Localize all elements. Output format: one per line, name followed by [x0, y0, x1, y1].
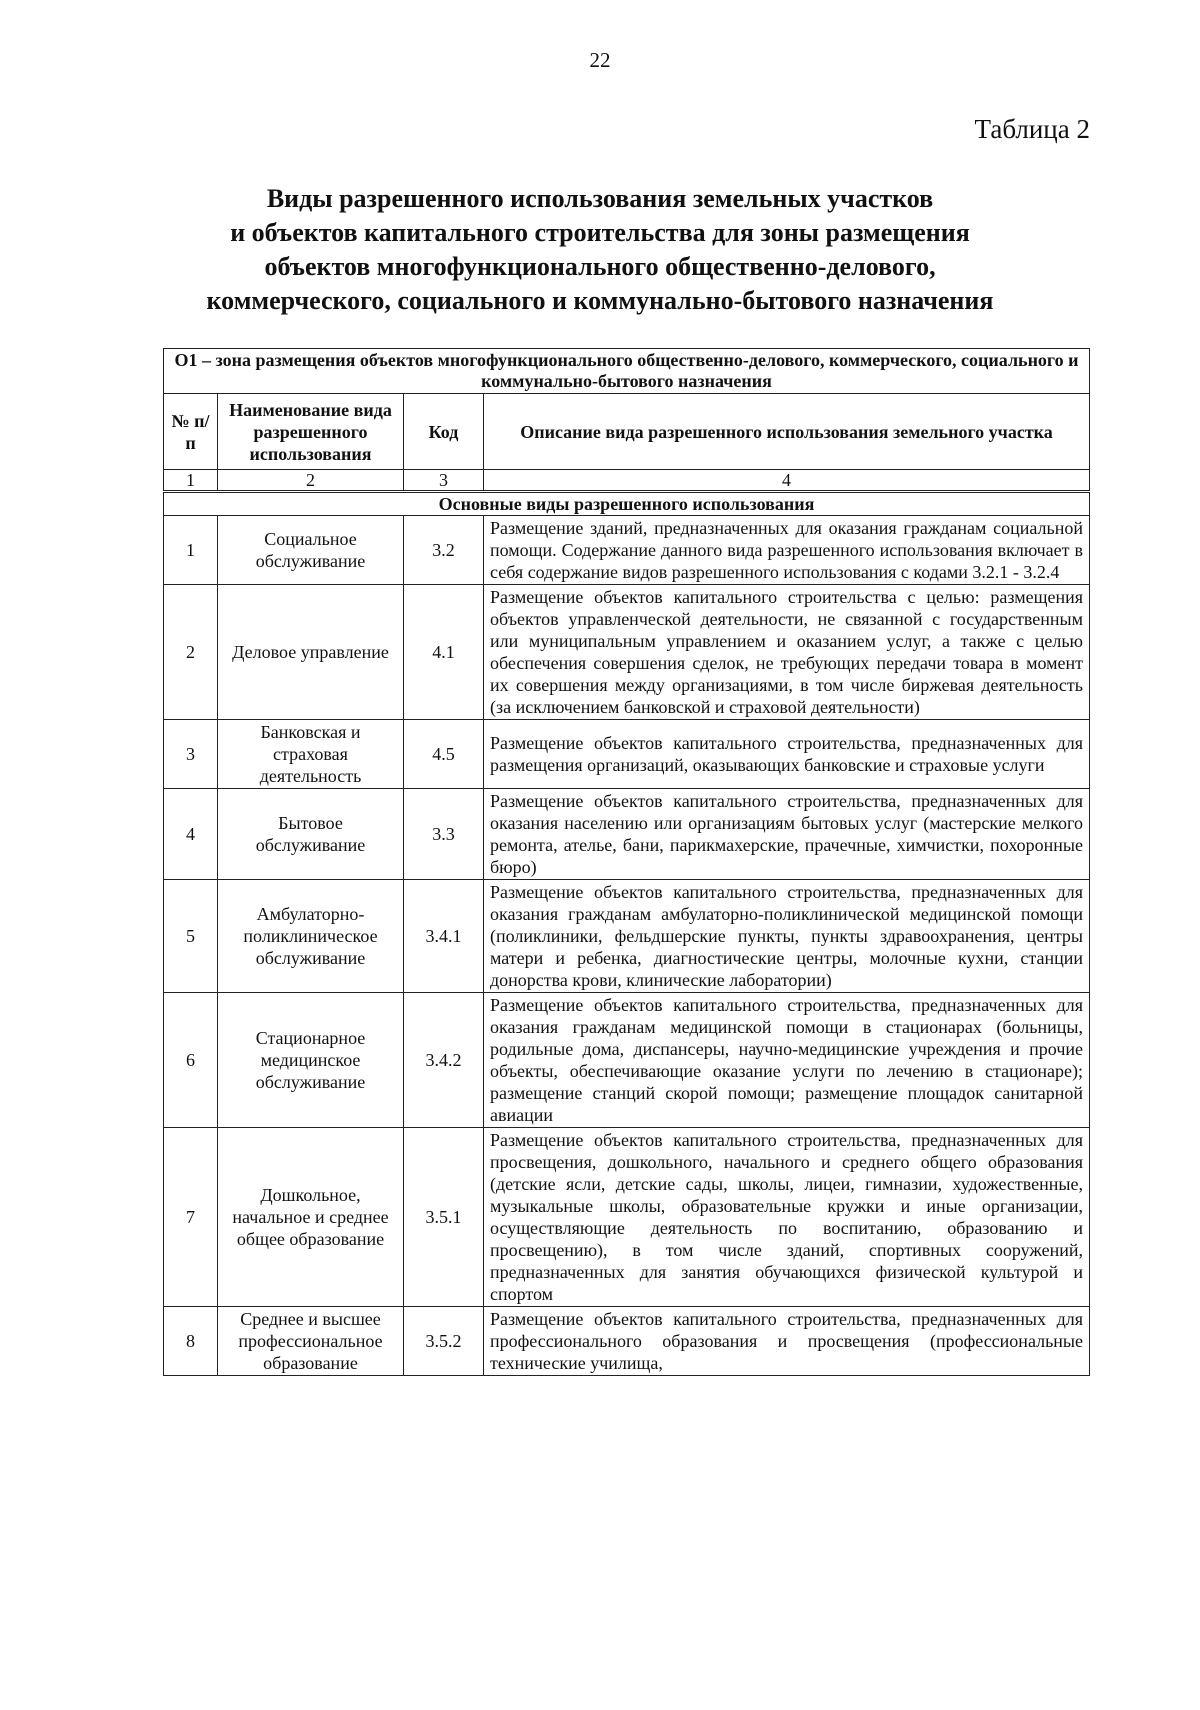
column-header-desc: Описание вида разрешенного использования земельного участка: [484, 394, 1090, 470]
column-header-code: Код: [404, 394, 484, 470]
column-header-name: Наименование вида разрешенного использования: [218, 394, 404, 470]
row-name: Банковская и страховая деятельность: [218, 720, 404, 789]
row-description: Размещение объектов капитального строительства, предназначенных для оказания гражданам медицинской помощи в стационарах (больницы, родильные дома, диспансеры, научно-медицинские учреждения и прочие объекты, обеспечивающие оказание услуги по лечению в стационаре); размещение станций скорой помощи; размещение площадок санитарной авиации: [484, 993, 1090, 1128]
row-name: Дошкольное, начальное и среднее общее образование: [218, 1128, 404, 1307]
table-label: Таблица 2: [974, 114, 1090, 144]
row-code: 3.2: [404, 516, 484, 585]
column-header-num: № п/п: [164, 394, 218, 470]
row-name: Деловое управление: [218, 585, 404, 720]
row-number: 2: [164, 585, 218, 720]
row-number: 8: [164, 1307, 218, 1376]
page-number: 22: [589, 48, 611, 72]
column-number: 1: [164, 470, 218, 492]
row-description: Размещение объектов капитального строительства, предназначенных для размещения организаций, оказывающих банковские и страховые услуги: [484, 720, 1090, 789]
table-row: [164, 789, 1090, 880]
land-use-table: [163, 348, 1090, 1376]
table-row: [164, 720, 1090, 789]
row-description: Размещение объектов капитального строительства, предназначенных для просвещения, дошкольного, начального и среднего общего образования (детские ясли, детские сады, школы, лицеи, гимназии, художественные, музыкальные школы, образовательные кружки и иные организации, осуществляющие деятельность по воспитанию, образованию и просвещению), в том числе зданий, спортивных сооружений, предназначенных для занятия обучающихся физической культурой и спортом: [484, 1128, 1090, 1307]
column-header-row: [164, 394, 1090, 470]
row-code: 3.5.1: [404, 1128, 484, 1307]
table-row: [164, 993, 1090, 1128]
row-number: 4: [164, 789, 218, 880]
row-name: Социальное обслуживание: [218, 516, 404, 585]
row-description: Размещение объектов капитального строительства, предназначенных для оказания населению или организациям бытовых услуг (мастерские мелкого ремонта, ателье, бани, парикмахерские, прачечные, химчистки, похоронные бюро): [484, 789, 1090, 880]
row-code: 3.3: [404, 789, 484, 880]
row-number: 3: [164, 720, 218, 789]
row-number: 7: [164, 1128, 218, 1307]
row-description: Размещение объектов капитального строительства с целью: размещения объектов управленческой деятельности, не связанной с государственным или муниципальным управлением и оказанием услуг, а также с целью обеспечения совершения сделок, не требующих передачи товара в момент их совершения между организациями, в том числе биржевая деятельность (за исключением банковской и страховой деятельности): [484, 585, 1090, 720]
row-name: Среднее и высшее профессиональное образование: [218, 1307, 404, 1376]
row-code: 4.5: [404, 720, 484, 789]
row-number: 5: [164, 880, 218, 993]
document-title: [140, 182, 1060, 318]
row-code: 4.1: [404, 585, 484, 720]
zone-header-row: [164, 349, 1090, 394]
row-name: Стационарное медицинское обслуживание: [218, 993, 404, 1128]
column-number-row: [164, 470, 1090, 492]
row-code: 3.5.2: [404, 1307, 484, 1376]
row-name: Бытовое обслуживание: [218, 789, 404, 880]
title-line: Виды разрешенного использования земельных участков: [266, 184, 934, 213]
column-number: 2: [218, 470, 404, 492]
title-line: коммерческого, социального и коммунально-бытового назначения: [206, 286, 994, 315]
row-code: 3.4.1: [404, 880, 484, 993]
row-description: Размещение объектов капитального строительства, предназначенных для профессионального образования и просвещения (профессиональные технические училища,: [484, 1307, 1090, 1376]
row-description: Размещение объектов капитального строительства, предназначенных для оказания гражданам амбулаторно-поликлинической медицинской помощи (поликлиники, фельдшерские пункты, пункты здравоохранения, центры матери и ребенка, диагностические центры, молочные кухни, станции донорства крови, клинические лаборатории): [484, 880, 1090, 993]
row-number: 6: [164, 993, 218, 1128]
column-number: 3: [404, 470, 484, 492]
row-description: Размещение зданий, предназначенных для оказания гражданам социальной помощи. Содержание данного вида разрешенного использования включает в себя содержание видов разрешенного использования с кодами 3.2.1 - 3.2.4: [484, 516, 1090, 585]
table-row: [164, 585, 1090, 720]
row-name: Амбулаторно-поликлиническое обслуживание: [218, 880, 404, 993]
column-number: 4: [484, 470, 1090, 492]
row-code: 3.4.2: [404, 993, 484, 1128]
table-row: [164, 880, 1090, 993]
section-title: Основные виды разрешенного использования: [164, 492, 1090, 516]
title-line: объектов многофункционального общественно-делового,: [264, 252, 936, 281]
zone-header: О1 – зона размещения объектов многофункционального общественно-делового, коммерческого, социального и коммунально-бытового назначения: [164, 349, 1090, 394]
table-row: [164, 516, 1090, 585]
row-number: 1: [164, 516, 218, 585]
table-row: [164, 1307, 1090, 1376]
section-row: [164, 492, 1090, 516]
title-line: и объектов капитального строительства для зоны размещения: [230, 218, 970, 247]
table-row: [164, 1128, 1090, 1307]
